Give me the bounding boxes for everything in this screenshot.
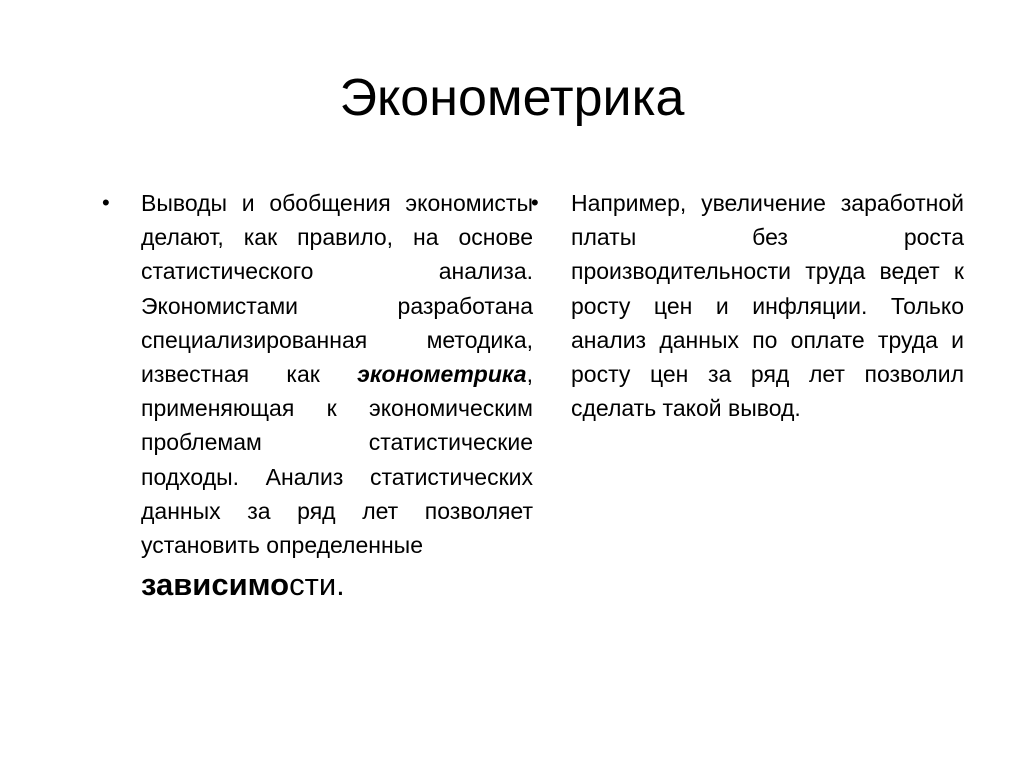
bullet-dot-left: • (102, 190, 110, 215)
left-final-word (141, 562, 533, 608)
left-paragraph-text (141, 186, 533, 562)
left-paragraph (141, 186, 533, 608)
right-paragraph (571, 186, 964, 425)
left-text-before: Выводы и обобщения экономисты делают, как правило, на основе статистического анализа. Экономистами разработана специализированная методика, известная как (141, 190, 533, 388)
right-paragraph-text: Например, увеличение заработной платы без роста производительности труда ведет к росту цен и инфляции. Только анализ данных по оплате труда и росту цен за ряд лет позволил сделать такой вывод. (571, 190, 964, 422)
left-emphasis-term: эконометрика (357, 361, 527, 388)
bullet-dot-right: • (531, 190, 539, 215)
left-final-tail: сти. (289, 567, 345, 603)
slide-title: Эконометрика (339, 69, 685, 127)
left-final-bold: зависимо (141, 567, 290, 603)
left-text-after: , применяющая к экономическим проблемам статистические подходы. Анализ статистических данных за ряд лет позволяет установить определенные (141, 361, 533, 559)
